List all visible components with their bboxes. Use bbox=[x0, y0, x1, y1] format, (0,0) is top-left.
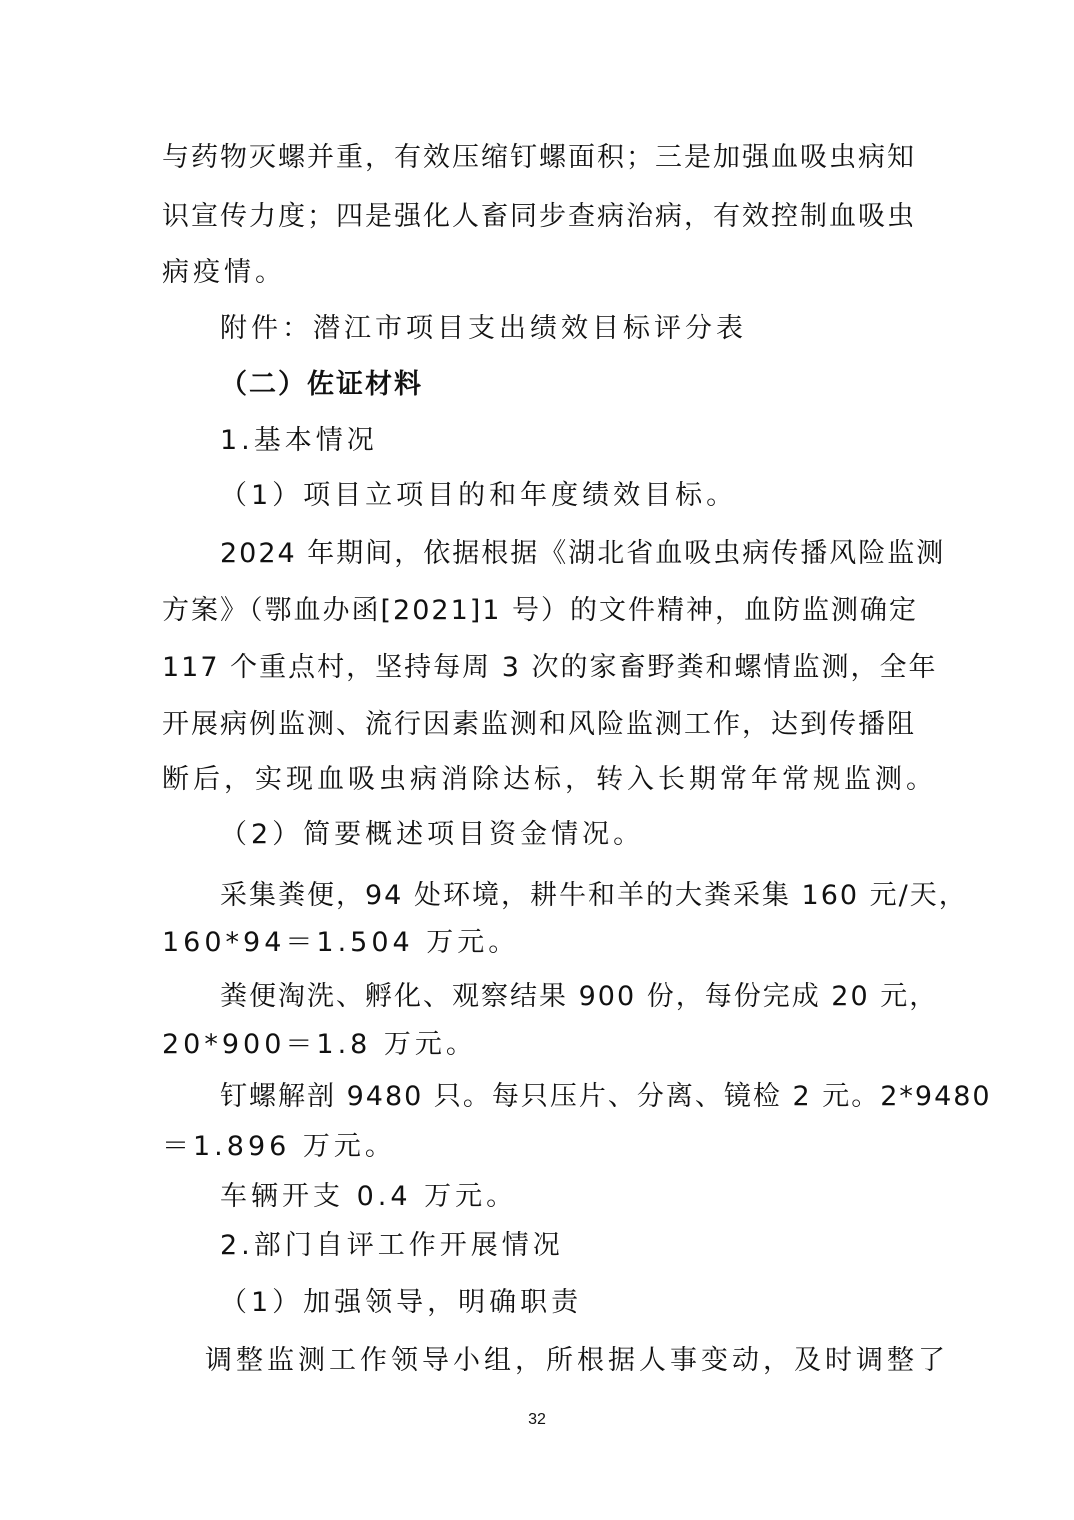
paragraph-line: 开展病例监测、流行因素监测和风险监测工作，达到传播阻 bbox=[162, 709, 916, 740]
subsection-heading: 1.基本情况 bbox=[220, 425, 378, 456]
paragraph-line: 钉螺解剖 9480 只。每只压片、分离、镜检 2 元。2*9480 bbox=[220, 1081, 992, 1112]
attachment-line: 附件：潜江市项目支出绩效目标评分表 bbox=[220, 313, 747, 344]
item-heading: （1）加强领导，明确职责 bbox=[220, 1287, 583, 1318]
paragraph-line: 160*94＝1.504 万元。 bbox=[162, 927, 520, 958]
item-heading: （1）项目立项目的和年度绩效目标。 bbox=[220, 480, 738, 511]
section-heading: （二）佐证材料 bbox=[220, 369, 423, 400]
paragraph-line: 调整监测工作领导小组，所根据人事变动，及时调整了 bbox=[205, 1345, 949, 1376]
page-number: 32 bbox=[528, 1411, 546, 1428]
paragraph-line: 20*900＝1.8 万元。 bbox=[162, 1029, 477, 1060]
item-heading: （2）简要概述项目资金情况。 bbox=[220, 819, 645, 850]
paragraph-line: 病疫情。 bbox=[162, 257, 286, 288]
paragraph-line: 与药物灭螺并重，有效压缩钉螺面积；三是加强血吸虫病知 bbox=[162, 142, 916, 173]
subsection-heading: 2.部门自评工作开展情况 bbox=[220, 1230, 564, 1261]
paragraph-line: 粪便淘洗、孵化、观察结果 900 份，每份完成 20 元， bbox=[220, 981, 939, 1012]
paragraph-line: 采集粪便，94 处环境，耕牛和羊的大粪采集 160 元/天， bbox=[220, 880, 968, 911]
paragraph-line: 方案》（鄂血办函[2021]1 号）的文件精神，血防监测确定 bbox=[162, 595, 919, 626]
paragraph-line: 车辆开支 0.4 万元。 bbox=[220, 1181, 518, 1212]
paragraph-line: 识宣传力度；四是强化人畜同步查病治病，有效控制血吸虫 bbox=[162, 201, 916, 232]
paragraph-line: 2024 年期间，依据根据《湖北省血吸虫病传播风险监测 bbox=[220, 538, 946, 569]
paragraph-line: ＝1.896 万元。 bbox=[162, 1131, 396, 1162]
paragraph-line: 117 个重点村，坚持每周 3 次的家畜野粪和螺情监测，全年 bbox=[162, 652, 938, 683]
paragraph-line: 断后，实现血吸虫病消除达标，转入长期常年常规监测。 bbox=[162, 764, 937, 795]
